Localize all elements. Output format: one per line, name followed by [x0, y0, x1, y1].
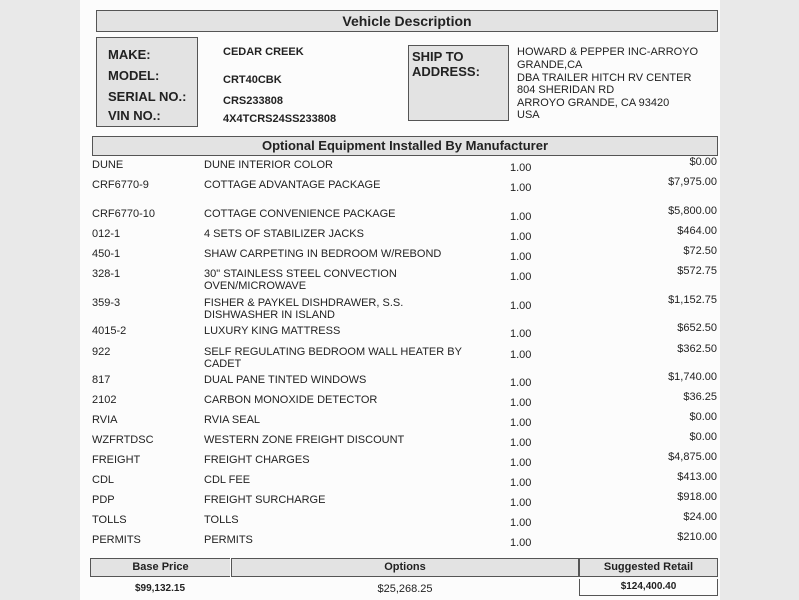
item-amount: $918.00 [677, 491, 717, 503]
price-summary [90, 558, 720, 600]
serial-value: CRS233808 [223, 95, 283, 107]
item-amount: $0.00 [689, 431, 717, 443]
base-price-label: Base Price [90, 558, 230, 577]
item-code: FREIGHT [92, 454, 141, 466]
item-quantity: 1.00 [510, 457, 532, 469]
vin-value: 4X4TCRS24SS233808 [223, 113, 337, 125]
suggested-retail-label: Suggested Retail [579, 558, 718, 577]
item-description: SHAW CARPETING IN BEDROOM W/REBOND [204, 248, 442, 260]
item-quantity: 1.00 [510, 182, 532, 194]
item-code: TOLLS [92, 514, 127, 526]
item-quantity: 1.00 [510, 497, 532, 509]
item-description: FREIGHT SURCHARGE [204, 494, 326, 506]
invoice-page [80, 0, 720, 600]
options-label: Options [231, 558, 579, 577]
item-amount: $5,800.00 [668, 205, 717, 217]
item-code: 012-1 [92, 228, 121, 240]
item-amount: $24.00 [683, 511, 717, 523]
item-quantity: 1.00 [510, 437, 532, 449]
item-amount: $362.50 [677, 343, 717, 355]
ship-to-line: ARROYO GRANDE, CA 93420 [517, 97, 670, 109]
item-code: CRF6770-9 [92, 179, 149, 191]
item-amount: $72.50 [683, 245, 717, 257]
item-description: COTTAGE ADVANTAGE PACKAGE [204, 179, 381, 191]
item-code: 4015-2 [92, 325, 127, 337]
item-description: LUXURY KING MATTRESS [204, 325, 341, 337]
item-quantity: 1.00 [510, 417, 532, 429]
item-code: 328-1 [92, 268, 121, 280]
item-amount: $1,740.00 [668, 371, 717, 383]
item-code: DUNE [92, 159, 124, 171]
make-label: MAKE: [108, 47, 151, 62]
item-amount: $572.75 [677, 265, 717, 277]
base-price-cell [90, 558, 230, 600]
item-quantity: 1.00 [510, 251, 532, 263]
item-description: DUAL PANE TINTED WINDOWS [204, 374, 367, 386]
item-amount: $7,975.00 [668, 176, 717, 188]
item-description: 4 SETS OF STABILIZER JACKS [204, 228, 364, 240]
item-description: CDL FEE [204, 474, 251, 486]
item-quantity: 1.00 [510, 397, 532, 409]
base-price-value: $99,132.15 [134, 583, 186, 594]
model-value: CRT40CBK [223, 74, 282, 86]
item-description: WESTERN ZONE FREIGHT DISCOUNT [204, 434, 405, 446]
item-description: FREIGHT CHARGES [204, 454, 310, 466]
item-description: RVIA SEAL [204, 414, 261, 426]
item-code: 359-3 [92, 297, 121, 309]
item-description: PERMITS [204, 534, 253, 546]
suggested-retail-value: $124,400.40 [579, 579, 718, 596]
item-description: SELF REGULATING BEDROOM WALL HEATER BY CADET [204, 346, 462, 370]
item-amount: $36.25 [683, 391, 717, 403]
item-code: WZFRTDSC [92, 434, 154, 446]
item-code: 817 [92, 374, 111, 386]
item-quantity: 1.00 [510, 477, 532, 489]
item-code: PDP [92, 494, 115, 506]
item-amount: $0.00 [689, 411, 717, 423]
item-quantity: 1.00 [510, 349, 532, 361]
ship-to-line: DBA TRAILER HITCH RV CENTER [517, 72, 692, 84]
options-value: $25,268.25 [377, 583, 433, 595]
item-amount: $4,875.00 [668, 451, 717, 463]
item-code: PERMITS [92, 534, 141, 546]
item-code: 450-1 [92, 248, 121, 260]
item-amount: $413.00 [677, 471, 717, 483]
item-quantity: 1.00 [510, 211, 532, 223]
item-amount: $652.50 [677, 322, 717, 334]
item-code: CRF6770-10 [92, 208, 155, 220]
item-quantity: 1.00 [510, 162, 532, 174]
item-amount: $0.00 [689, 156, 717, 168]
item-quantity: 1.00 [510, 517, 532, 529]
vehicle-labels-box [96, 37, 198, 127]
make-value: CEDAR CREEK [223, 46, 304, 58]
item-quantity: 1.00 [510, 271, 532, 283]
ship-to-line: USA [517, 109, 540, 121]
item-amount: $464.00 [677, 225, 717, 237]
item-amount: $210.00 [677, 531, 717, 543]
suggested-retail-cell [579, 558, 718, 600]
item-quantity: 1.00 [510, 377, 532, 389]
ship-to-label-box [408, 45, 509, 121]
vehicle-description-header: Vehicle Description [96, 10, 718, 32]
vin-label: VIN NO.: [108, 108, 161, 123]
ship-to-line: HOWARD & PEPPER INC-ARROYO [517, 46, 699, 58]
item-description: COTTAGE CONVENIENCE PACKAGE [204, 208, 396, 220]
item-description: TOLLS [204, 514, 239, 526]
item-code: 2102 [92, 394, 117, 406]
serial-label: SERIAL NO.: [108, 89, 187, 104]
item-code: RVIA [92, 414, 118, 426]
item-description: FISHER & PAYKEL DISHDRAWER, S.S. DISHWASHER IN ISLAND [204, 297, 404, 321]
item-description: CARBON MONOXIDE DETECTOR [204, 394, 378, 406]
item-description: 30" STAINLESS STEEL CONVECTION OVEN/MICROWAVE [204, 268, 397, 292]
item-quantity: 1.00 [510, 328, 532, 340]
ship-to-line: GRANDE,CA [517, 59, 583, 71]
ship-to-line: 804 SHERIDAN RD [517, 84, 615, 96]
item-description: DUNE INTERIOR COLOR [204, 159, 333, 171]
model-label: MODEL: [108, 68, 160, 83]
item-quantity: 1.00 [510, 300, 532, 312]
optional-equipment-header: Optional Equipment Installed By Manufacturer [92, 136, 718, 156]
options-cell [231, 558, 579, 600]
ship-to-label: SHIP TO ADDRESS: [412, 49, 480, 79]
item-code: 922 [92, 346, 111, 358]
item-amount: $1,152.75 [668, 294, 717, 306]
item-code: CDL [92, 474, 115, 486]
item-quantity: 1.00 [510, 231, 532, 243]
item-quantity: 1.00 [510, 537, 532, 549]
